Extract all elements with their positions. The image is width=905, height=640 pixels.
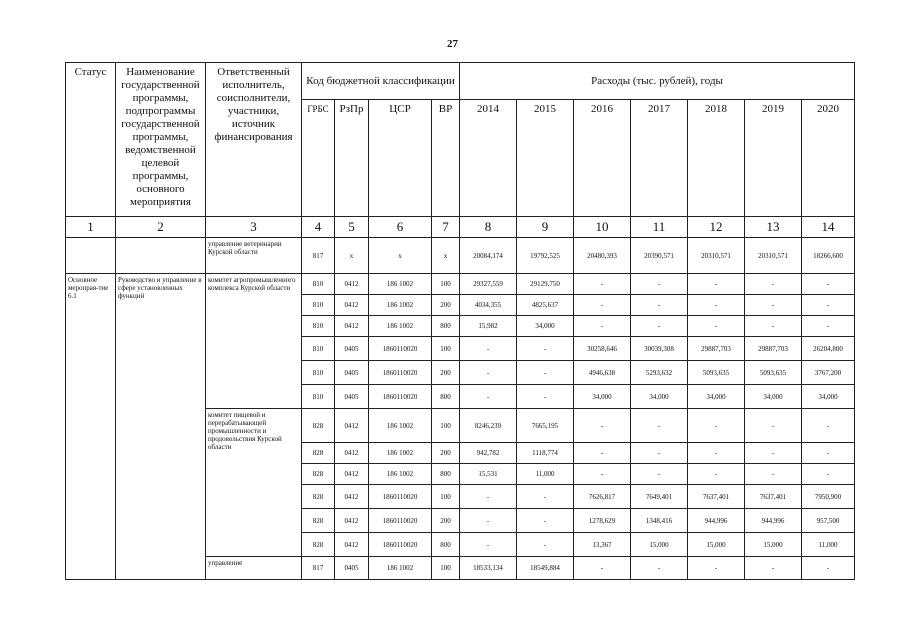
value-cell: 186 1002 [369, 409, 432, 443]
value-cell: 11,000 [802, 533, 855, 557]
column-number: 7 [432, 217, 460, 238]
column-number: 9 [517, 217, 574, 238]
value-cell: 100 [432, 485, 460, 509]
column-numbers-row [66, 217, 855, 238]
value-cell: 800 [432, 533, 460, 557]
value-cell: 810 [302, 337, 335, 361]
header-rzpr: РзПр [335, 100, 369, 217]
status-cell [66, 238, 116, 274]
executor-cell: управление [206, 557, 302, 580]
value-cell: 186 1002 [369, 295, 432, 316]
value-cell: - [574, 316, 631, 337]
value-cell: 1860110020 [369, 485, 432, 509]
value-cell: - [688, 316, 745, 337]
value-cell: 7950,900 [802, 485, 855, 509]
value-cell: 0405 [335, 337, 369, 361]
value-cell: 29887,703 [688, 337, 745, 361]
budget-table [65, 62, 855, 580]
value-cell: 1118,774 [517, 443, 574, 464]
value-cell: 828 [302, 443, 335, 464]
value-cell: 810 [302, 295, 335, 316]
value-cell: 828 [302, 509, 335, 533]
value-cell: 100 [432, 274, 460, 295]
value-cell: 20310,571 [688, 238, 745, 274]
value-cell: - [460, 533, 517, 557]
value-cell: 0412 [335, 509, 369, 533]
value-cell: 200 [432, 509, 460, 533]
value-cell: 0412 [335, 443, 369, 464]
value-cell: 7665,195 [517, 409, 574, 443]
value-cell: - [517, 533, 574, 557]
value-cell: 20390,571 [631, 238, 688, 274]
table-row [66, 274, 855, 295]
value-cell: 828 [302, 485, 335, 509]
executor-cell: комитет агропромышленного комплекса Курской области [206, 274, 302, 409]
value-cell: 810 [302, 274, 335, 295]
value-cell: 30039,308 [631, 337, 688, 361]
column-number: 3 [206, 217, 302, 238]
value-cell: 5293,632 [631, 361, 688, 385]
column-number: 14 [802, 217, 855, 238]
value-cell: 944,996 [745, 509, 802, 533]
executor-cell: комитет пищевой и перерабатывающей промышленности и продовольствия Курской области [206, 409, 302, 557]
value-cell: 186 1002 [369, 274, 432, 295]
value-cell: - [631, 295, 688, 316]
page-number: 27 [447, 38, 458, 50]
value-cell: 0412 [335, 274, 369, 295]
value-cell: - [574, 557, 631, 580]
value-cell: 11,000 [517, 464, 574, 485]
value-cell: 942,782 [460, 443, 517, 464]
value-cell: 7637,401 [745, 485, 802, 509]
header-year-2016: 2016 [574, 100, 631, 217]
value-cell: 0405 [335, 385, 369, 409]
value-cell: 7626,817 [574, 485, 631, 509]
value-cell: 810 [302, 316, 335, 337]
value-cell: 200 [432, 443, 460, 464]
column-number: 13 [745, 217, 802, 238]
value-cell: 29887,703 [745, 337, 802, 361]
value-cell: 20310,571 [745, 238, 802, 274]
value-cell: - [631, 443, 688, 464]
value-cell: - [517, 385, 574, 409]
column-number: 8 [460, 217, 517, 238]
value-cell: 18266,600 [802, 238, 855, 274]
program-name-cell [116, 238, 206, 274]
value-cell: 100 [432, 409, 460, 443]
value-cell: 34,000 [631, 385, 688, 409]
value-cell: 810 [302, 361, 335, 385]
value-cell: - [688, 295, 745, 316]
value-cell: 186 1002 [369, 557, 432, 580]
value-cell: - [631, 464, 688, 485]
value-cell: 29327,559 [460, 274, 517, 295]
value-cell: - [745, 274, 802, 295]
value-cell: 7649,401 [631, 485, 688, 509]
value-cell: 1278,629 [574, 509, 631, 533]
value-cell: - [574, 295, 631, 316]
column-number: 12 [688, 217, 745, 238]
value-cell: 828 [302, 533, 335, 557]
value-cell: 15,531 [460, 464, 517, 485]
value-cell: 0405 [335, 557, 369, 580]
value-cell: 186 1002 [369, 464, 432, 485]
value-cell: - [631, 409, 688, 443]
value-cell: 18549,884 [517, 557, 574, 580]
value-cell: - [460, 361, 517, 385]
header-program-name: Наименование государственной программы, подпрограммы государственной программы, ведомственной целевой программы, основного мероприятия [116, 63, 206, 217]
value-cell: 34,000 [574, 385, 631, 409]
value-cell: 15,982 [460, 316, 517, 337]
header-year-2018: 2018 [688, 100, 745, 217]
value-cell: - [745, 443, 802, 464]
value-cell: - [574, 464, 631, 485]
value-cell: 34,000 [802, 385, 855, 409]
value-cell: 200 [432, 295, 460, 316]
value-cell: 5093,635 [745, 361, 802, 385]
value-cell: 15,000 [688, 533, 745, 557]
value-cell: - [517, 361, 574, 385]
column-number: 11 [631, 217, 688, 238]
value-cell: 100 [432, 337, 460, 361]
value-cell: 5093,635 [688, 361, 745, 385]
value-cell: х [432, 238, 460, 274]
value-cell: 3767,200 [802, 361, 855, 385]
value-cell: 34,000 [745, 385, 802, 409]
value-cell: 200 [432, 361, 460, 385]
value-cell: - [631, 557, 688, 580]
value-cell: 0412 [335, 295, 369, 316]
value-cell: 15,000 [631, 533, 688, 557]
header-csr: ЦСР [369, 100, 432, 217]
value-cell: - [460, 485, 517, 509]
column-number: 2 [116, 217, 206, 238]
header-year-2020: 2020 [802, 100, 855, 217]
value-cell: - [802, 295, 855, 316]
header-vr: ВР [432, 100, 460, 217]
value-cell: - [688, 409, 745, 443]
header-year-2015: 2015 [517, 100, 574, 217]
value-cell: - [574, 274, 631, 295]
value-cell: 29129,750 [517, 274, 574, 295]
value-cell: х [369, 238, 432, 274]
value-cell: 20084,174 [460, 238, 517, 274]
value-cell: - [802, 464, 855, 485]
value-cell: 20480,393 [574, 238, 631, 274]
column-number: 1 [66, 217, 116, 238]
value-cell: - [460, 385, 517, 409]
value-cell: 186 1002 [369, 316, 432, 337]
value-cell: 7637,401 [688, 485, 745, 509]
value-cell: 800 [432, 316, 460, 337]
value-cell: 0412 [335, 464, 369, 485]
header-year-2019: 2019 [745, 100, 802, 217]
header-year-2017: 2017 [631, 100, 688, 217]
value-cell: х [335, 238, 369, 274]
value-cell: 26204,800 [802, 337, 855, 361]
value-cell: 0412 [335, 409, 369, 443]
value-cell: - [517, 337, 574, 361]
value-cell: 34,000 [688, 385, 745, 409]
value-cell: 0412 [335, 485, 369, 509]
value-cell: - [802, 274, 855, 295]
header-expenses: Расходы (тыс. рублей), годы [460, 63, 855, 100]
value-cell: - [688, 274, 745, 295]
value-cell: 0412 [335, 533, 369, 557]
program-name-cell: Руководство и управление в сфере установленных функций [116, 274, 206, 580]
value-cell: - [802, 409, 855, 443]
value-cell: 828 [302, 464, 335, 485]
value-cell: 19792,525 [517, 238, 574, 274]
value-cell: 800 [432, 464, 460, 485]
executor-cell: управление ветеринарии Курской области [206, 238, 302, 274]
value-cell: - [631, 274, 688, 295]
value-cell: 1860110020 [369, 509, 432, 533]
value-cell: - [460, 337, 517, 361]
value-cell: 4825,637 [517, 295, 574, 316]
value-cell: 800 [432, 385, 460, 409]
value-cell: - [517, 485, 574, 509]
value-cell: 1860110020 [369, 385, 432, 409]
value-cell: - [745, 557, 802, 580]
value-cell: - [802, 443, 855, 464]
value-cell: - [745, 316, 802, 337]
value-cell: - [688, 443, 745, 464]
value-cell: - [745, 295, 802, 316]
table-row [66, 238, 855, 274]
value-cell: 18533,134 [460, 557, 517, 580]
value-cell: 957,500 [802, 509, 855, 533]
header-status: Статус [66, 63, 116, 217]
value-cell: 1860110020 [369, 337, 432, 361]
value-cell: 15,000 [745, 533, 802, 557]
header-grbs: ГРБС [302, 100, 335, 217]
value-cell: 100 [432, 557, 460, 580]
value-cell: - [574, 443, 631, 464]
value-cell: 8246,239 [460, 409, 517, 443]
value-cell: 4946,638 [574, 361, 631, 385]
value-cell: 13,367 [574, 533, 631, 557]
value-cell: 944,996 [688, 509, 745, 533]
header-year-2014: 2014 [460, 100, 517, 217]
value-cell: 0405 [335, 361, 369, 385]
value-cell: 186 1002 [369, 443, 432, 464]
column-number: 10 [574, 217, 631, 238]
column-number: 6 [369, 217, 432, 238]
value-cell: - [460, 509, 517, 533]
value-cell: - [745, 464, 802, 485]
value-cell: 0412 [335, 316, 369, 337]
value-cell: - [688, 464, 745, 485]
value-cell: - [745, 409, 802, 443]
value-cell: - [802, 316, 855, 337]
value-cell: - [631, 316, 688, 337]
value-cell: - [517, 509, 574, 533]
value-cell: 828 [302, 409, 335, 443]
value-cell: 34,000 [517, 316, 574, 337]
value-cell: 4034,355 [460, 295, 517, 316]
column-number: 4 [302, 217, 335, 238]
column-number: 5 [335, 217, 369, 238]
header-executor: Ответственный исполнитель, соисполнители, участники, источник финансирования [206, 63, 302, 217]
value-cell: 1860110020 [369, 361, 432, 385]
value-cell: 30258,646 [574, 337, 631, 361]
value-cell: - [688, 557, 745, 580]
value-cell: 1860110020 [369, 533, 432, 557]
value-cell: 1348,416 [631, 509, 688, 533]
value-cell: 810 [302, 385, 335, 409]
value-cell: - [802, 557, 855, 580]
value-cell: 817 [302, 238, 335, 274]
header-budget-code: Код бюджетной классификации [302, 63, 460, 100]
value-cell: 817 [302, 557, 335, 580]
value-cell: - [574, 409, 631, 443]
status-cell: Основное меропрая-тие 6.1 [66, 274, 116, 580]
